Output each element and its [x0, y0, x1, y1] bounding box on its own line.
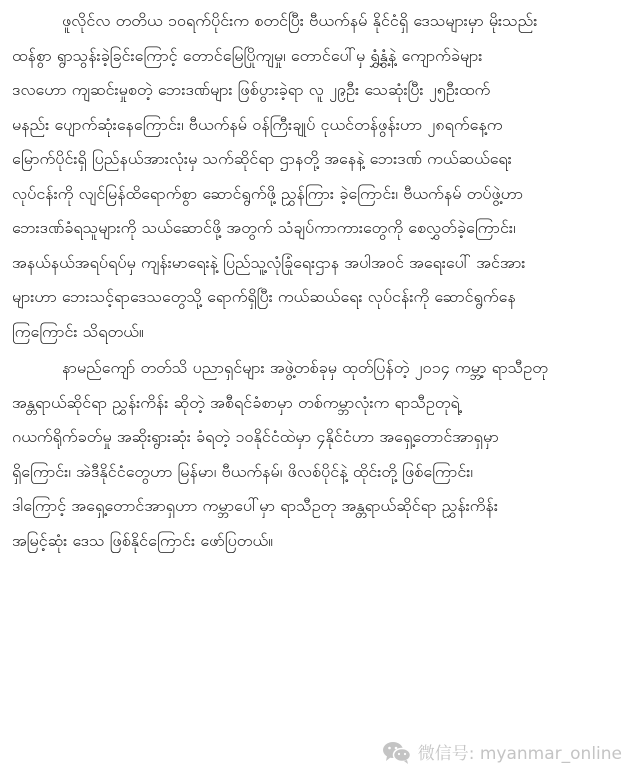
text-line: ဒါကြောင့် အရှေ့တောင်အာရှဟာ ကမ္ဘာပေါ်မှာ ရာသီဥတု အန္တရာယ်ဆိုင်ရာ ညွှန်းကိန်း — [12, 496, 499, 515]
wechat-icon — [382, 740, 412, 764]
text-line: နာမည်ကျော် တတ်သိ ပညာရှင်များ အဖွဲ့တစ်ခုမှ ထုတ်ပြန်တဲ့ ၂၀၁၄ ကမ္ဘာ့ ရာသီဥတု — [62, 358, 548, 377]
text-line: အမြင့်ဆုံး ဒေသ ဖြစ်နိုင်ကြောင်း ဖော်ပြတယ်။ — [12, 530, 274, 550]
text-line: ရှိကြောင်း၊ အဲဒီနိုင်ငံတွေဟာ မြန်မာ၊ ဗီယက်နမ်၊ ဖိလစ်ပိုင်နဲ့ ထိုင်းတို့ ဖြစ်ကြောင်း၊ — [12, 461, 474, 481]
text-line: ထန်စွာ ရွာသွန်းခဲ့ခြင်းကြောင့် တောင်မြေပြိုကျမှု၊ တောင်ပေါ်မှ ရွှံ့နွံ့နဲ့ ကျောက်ခဲများ — [12, 45, 483, 65]
text-line: ဒလဟော ကျဆင်းမှုစတဲ့ ဘေးဒဏ်များ ဖြစ်ပွားခဲ့ရာ လူ ၂၉ဦး သေဆုံးပြီး ၂၅ဦးထက် — [12, 80, 491, 99]
text-line: ကြကြောင်း သိရတယ်။ — [12, 321, 144, 341]
text-line: ဘေးဒဏ်ခံရသူများကို သယ်ဆောင်ဖို့ အတွက် သံချပ်ကာကားတွေကို စေလွှတ်ခဲ့ကြောင်း၊ — [12, 218, 516, 237]
text-line: များဟာ ဘေးသင့်ရာဒေသတွေသို့ ရောက်ရှိပြီး ကယ်ဆယ်ရေး လုပ်ငန်းကို ဆောင်ရွက်နေ — [12, 287, 516, 306]
paragraph-1 — [12, 4, 630, 349]
text-line: ဖူလိုင်လ တတိယ ၁၀ရက်ပိုင်းက စတင်ပြီး ဗီယက်နမ် နိုင်ငံရှိ ဒေသများမှာ မိုးသည်း — [62, 11, 538, 30]
wechat-watermark — [382, 739, 622, 764]
watermark-text: 微信号: myanmar_online — [417, 744, 622, 764]
text-line: မနည်း ပျောက်ဆုံးနေကြောင်း၊ ဗီယက်နမ် ဝန်ကြီးချုပ် ငုယင်တန်ဖွန်းဟာ ၂၈ရက်နေ့က — [12, 114, 503, 134]
text-line: အနယ်နယ်အရပ်ရပ်မှ ကျန်းမာရေးနဲ့ ပြည်သူ့လုံခြုံရေးဌာန အပါအဝင် အရေးပေါ် အင်အား — [12, 252, 526, 272]
text-line: မြောက်ပိုင်းရှိ ပြည်နယ်အားလုံးမှ သက်ဆိုင်ရာ ဌာနတို့ အနေနဲ့ ဘေးဒဏ် ကယ်ဆယ်ရေး — [12, 149, 512, 168]
text-line: ဂယက်ရိုက်ခတ်မှု အဆိုးရွားဆုံး ခံရတဲ့ ၁၀နိုင်ငံထဲမှာ ၄နိုင်ငံဟာ အရှေ့တောင်အာရှမှာ — [12, 427, 499, 446]
paragraph-2 — [12, 351, 630, 558]
article-body — [12, 4, 630, 558]
text-line: လုပ်ငန်းကို လျင်မြန်ထိရောက်စွာ ဆောင်ရွက်ဖို့ ညွှန်ကြား ခဲ့ကြောင်း၊ ဗီယက်နမ် တပ်ဖွဲ့ဟာ — [12, 183, 524, 203]
text-line: အန္တရာယ်ဆိုင်ရာ ညွှန်းကိန်း ဆိုတဲ့ အစီရင်ခံစာမှာ တစ်ကမ္ဘာလုံးက ရာသီဥတုရဲ့ — [12, 392, 460, 412]
